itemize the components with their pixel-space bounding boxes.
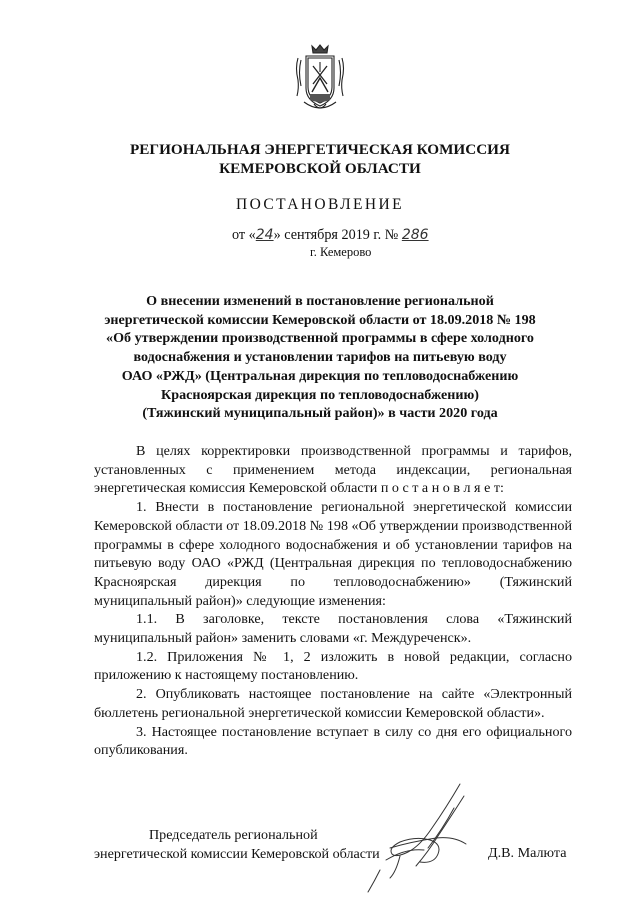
city-name: г. Кемерово <box>310 245 372 259</box>
date-prefix: от « <box>232 227 256 243</box>
organization-line-1: РЕГИОНАЛЬНАЯ ЭНЕРГЕТИЧЕСКАЯ КОМИССИЯ <box>130 141 510 158</box>
title-line: энергетической комиссии Кемеровской области от 18.09.2018 № 198 <box>104 311 536 328</box>
handwritten-signature <box>350 778 490 898</box>
handwritten-day: 24 <box>255 227 274 243</box>
document-body <box>94 442 572 760</box>
body-paragraph-item-3: 3. Настоящее постановление вступает в силу со дня его официального опубликования. <box>94 723 572 759</box>
body-paragraph-item-1-1: 1.1. В заголовке, тексте постановления слова «Тяжинский муниципальный район» заменить словами «г. Междуреченск». <box>94 611 572 647</box>
title-line: (Тяжинский муниципальный район)» в части 2020 года <box>142 405 498 422</box>
signatory-title-line-2: энергетической комиссии Кемеровской области <box>94 845 380 862</box>
document-date-line <box>232 227 429 244</box>
title-line: ОАО «РЖД» (Центральная дирекция по тепловодоснабжению <box>121 367 519 384</box>
organization-line-2: КЕМЕРОВСКОЙ ОБЛАСТИ <box>219 160 421 177</box>
title-line: водоснабжения и установлении тарифов на питьевую воду <box>133 349 507 366</box>
signatory-title <box>94 826 380 863</box>
coat-of-arms-emblem <box>292 42 348 114</box>
body-paragraph-item-1: 1. Внести в постановление региональной энергетической комиссии Кемеровской области от 18.09.2018 № 198 «Об утверждении производственной программы в сфере холодного водоснабжения и об установлении тарифов на питьевую воду ОАО «РЖД (Центральная дирекция по тепловодоснабжению Красноярская дирекция по тепловодоснабжению» (Тяжинский муниципальный район)» следующие изменения: <box>94 499 572 609</box>
date-middle: » сентября 2019 г. № <box>273 227 402 243</box>
handwritten-number: 286 <box>401 227 429 243</box>
document-title <box>60 292 580 423</box>
title-line: О внесении изменений в постановление региональной <box>146 293 494 309</box>
body-paragraph-preamble: В целях корректировки производственной программы и тарифов, установленных с применением метода индексации, региональная энергетическая комиссия Кемеровской области п о с т а н о в л я е т: <box>94 443 572 497</box>
signatory-title-line-1: Председатель региональной <box>149 827 318 843</box>
signatory-name: Д.В. Малюта <box>488 845 567 861</box>
document-type: ПОСТАНОВЛЕНИЕ <box>236 196 404 213</box>
title-line: Красноярская дирекция по тепловодоснабжению) <box>161 386 479 403</box>
title-line: «Об утверждении производственной программы в сфере холодного <box>106 330 534 347</box>
organization-name <box>0 140 640 178</box>
body-paragraph-item-1-2: 1.2. Приложения № 1, 2 изложить в новой редакции, согласно приложению к настоящему постановлению. <box>94 648 572 684</box>
body-paragraph-item-2: 2. Опубликовать настоящее постановление на сайте «Электронный бюллетень региональной энергетической комиссии Кемеровской области». <box>94 686 572 721</box>
